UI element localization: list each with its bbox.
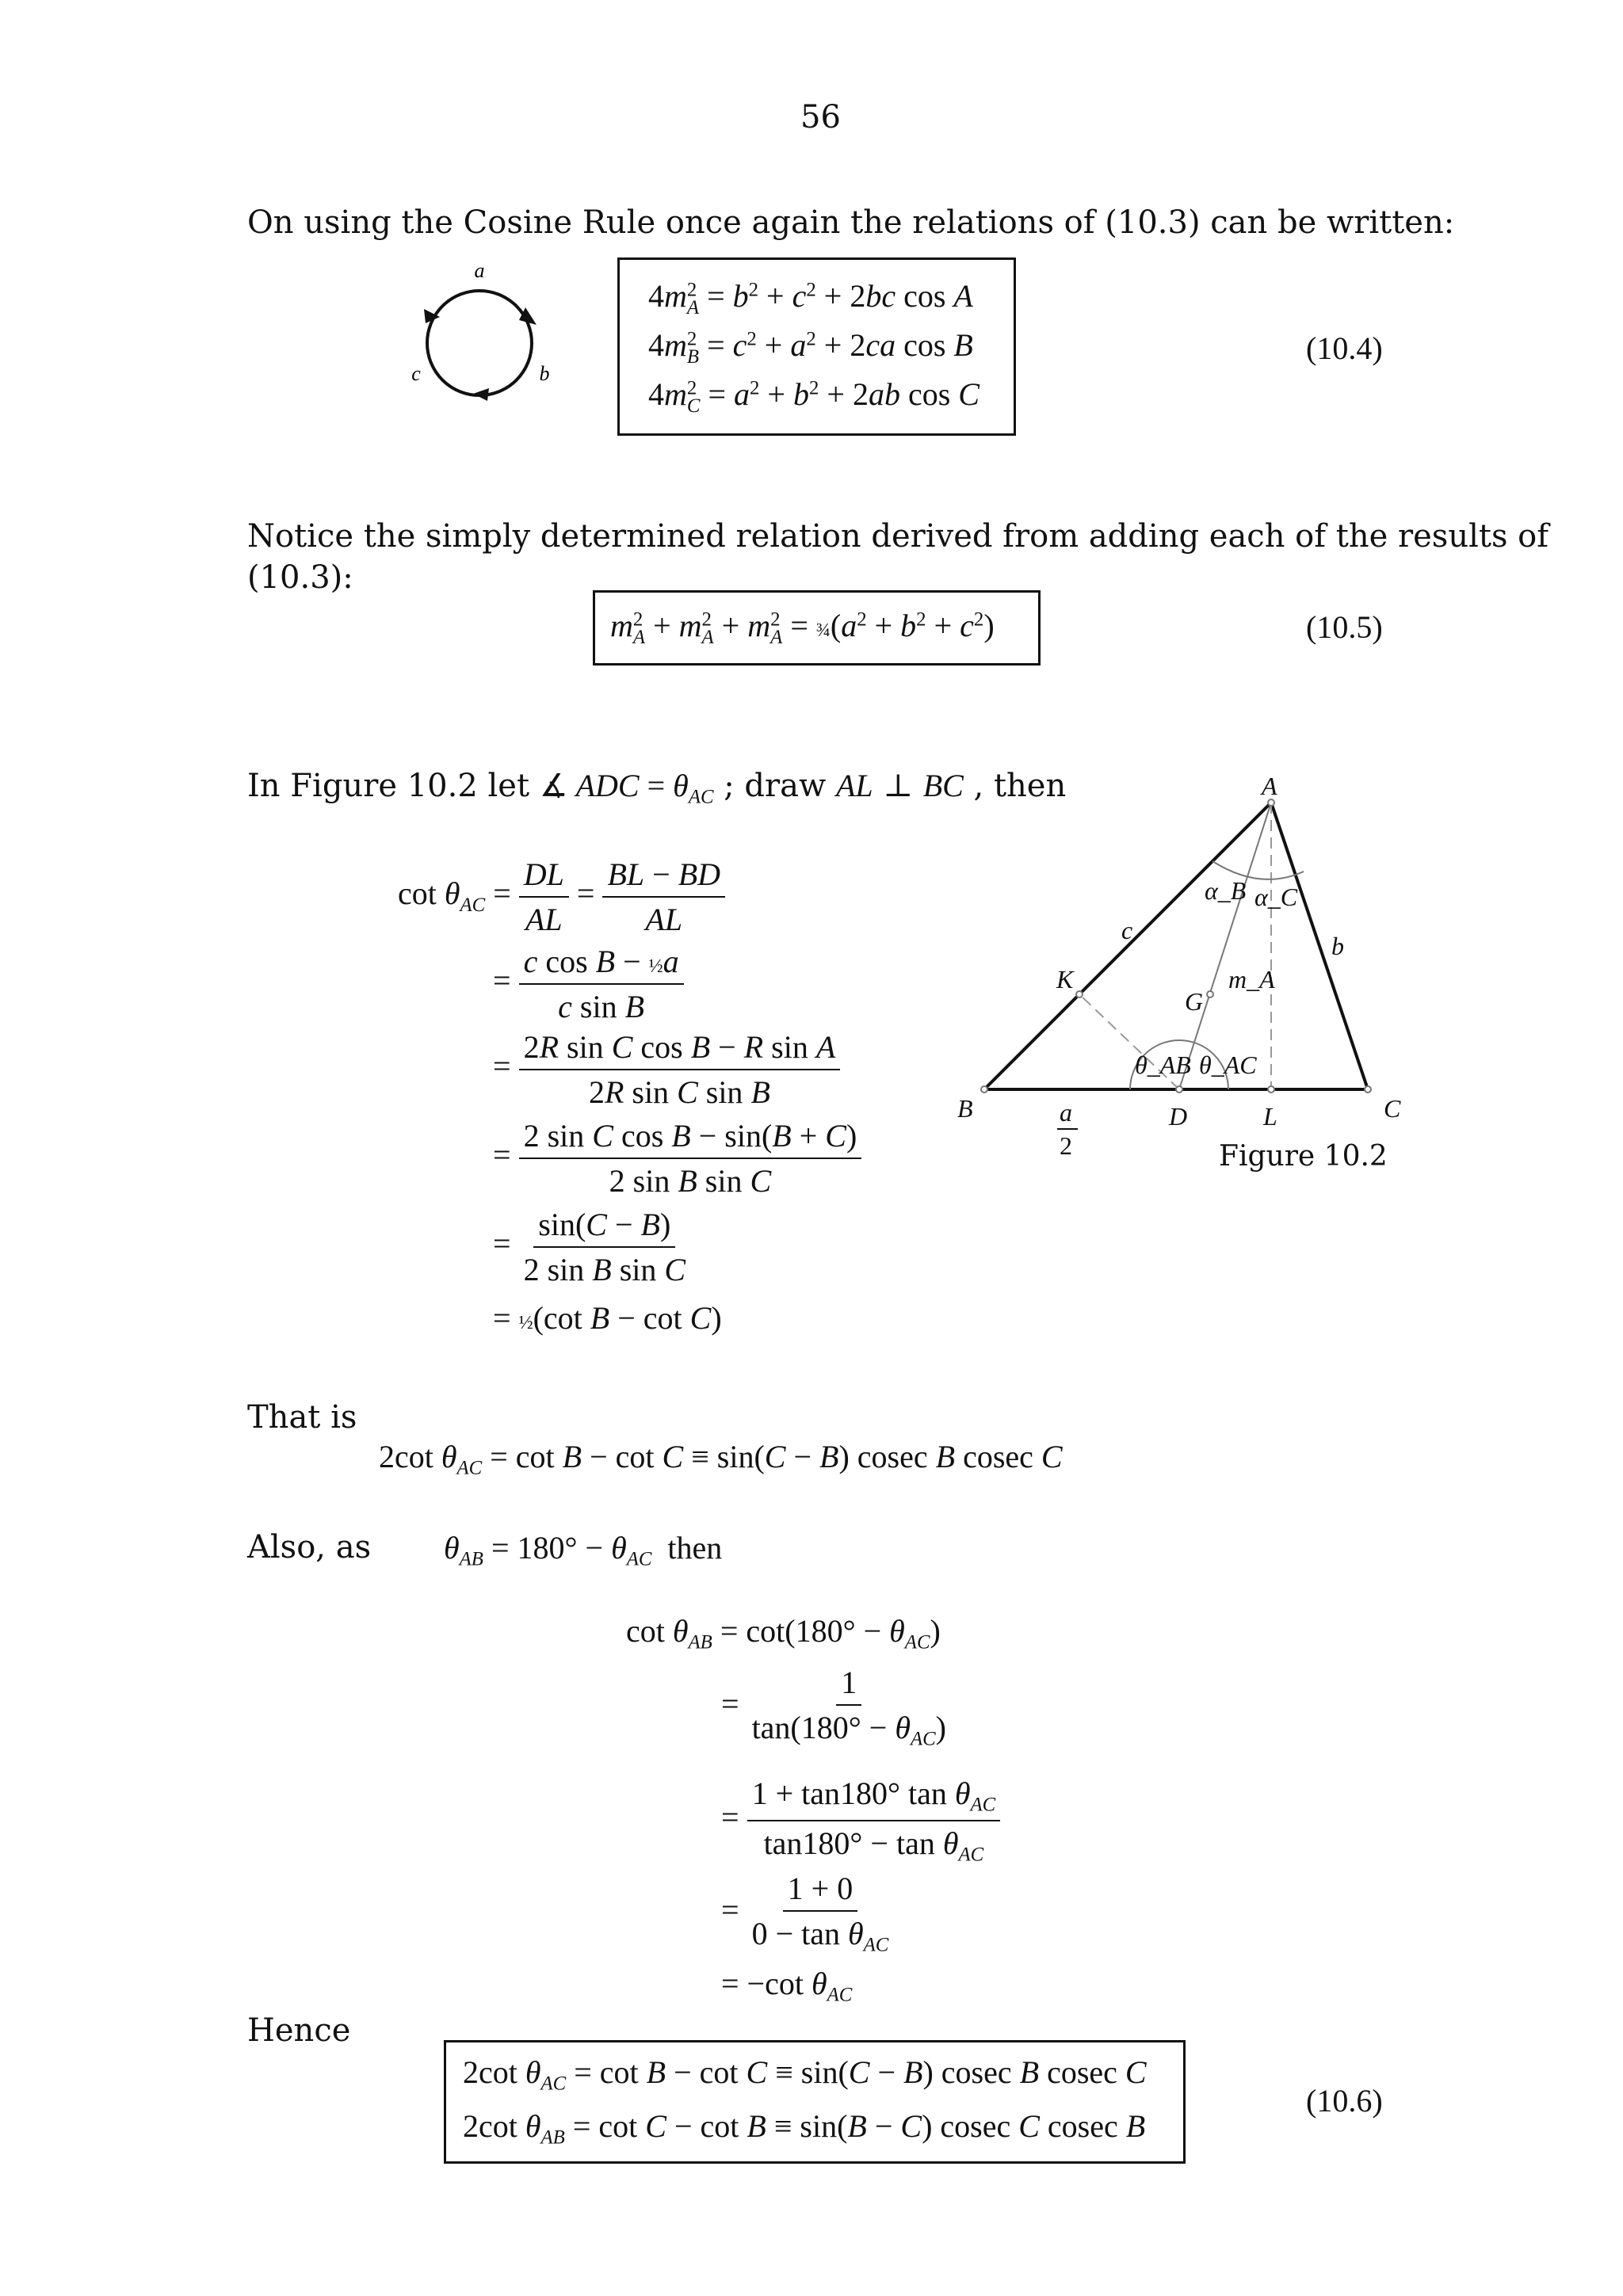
- equation-10-6-line-1: 2cot $\theta_{AC} = \cot B - \cot C \equiv \sin(C - B)$ cosec B cosec C: [463, 2054, 1147, 2095]
- label-alpha-b: α_B: [1205, 876, 1247, 905]
- hence-label: Hence: [247, 2012, 351, 2049]
- label-half-a-den: 2: [1060, 1131, 1072, 1160]
- derivation-2-step-5: = −cot $\theta_{AC}$: [721, 1966, 853, 2006]
- equation-10-6-line-2: 2cot $\theta_{AB} = \cot C - \cot B \equiv \sin(B - C)$ cosec C cosec B: [463, 2108, 1146, 2149]
- label-a: A: [1262, 772, 1277, 800]
- triangle-abc: [984, 803, 1368, 1089]
- derivation-1-step-3: = $\frac{\text{2R sin C cos B − R sin A}}{\text{2R sin C sin B}}$: [493, 1028, 840, 1111]
- derivation-2-step-1: $\cot \theta_{AB} = \cot(180^\circ - \theta_{AC})$: [626, 1613, 941, 1653]
- derivation-1-step-4: = $\frac{\text{2 sin C cos B − sin(B + C)}}{\text{2 sin B sin C}}$: [493, 1117, 861, 1199]
- circle-label-c: c: [411, 362, 421, 385]
- label-l: L: [1263, 1102, 1277, 1131]
- label-g: G: [1185, 987, 1204, 1016]
- figure-10-2: [943, 772, 1419, 1188]
- derivation-1-step-1: $\cot \theta_{AC}$ = $\frac{DL}{AL}$ = $\frac{BL - BD}{AL}$: [398, 856, 725, 938]
- equation-10-4-line-3: $4m^2_C = a^2 + b^2 + 2ab$ cos C: [648, 376, 980, 417]
- that-is-label: That is: [247, 1399, 357, 1436]
- label-side-b: b: [1331, 932, 1344, 960]
- median-ad: [1179, 803, 1271, 1089]
- label-m-a: m_A: [1228, 965, 1275, 994]
- figure-caption: Figure 10.2: [1219, 1140, 1388, 1173]
- label-theta-ac: θ_AC: [1199, 1051, 1257, 1079]
- derivation-1-step-5: = $\frac{\sin(C - B)}{\text{2 sin B sin C}}$: [493, 1207, 686, 1287]
- derivation-1-step-2: = $\frac{\text{c cos B − ½a}}{\text{c sin B}}$: [493, 943, 684, 1025]
- also-as-label: Also, as: [247, 1529, 372, 1566]
- label-theta-ab: θ_AB: [1135, 1051, 1191, 1079]
- label-c-vertex: C: [1384, 1094, 1401, 1123]
- derivation-2-step-2: = $\frac{1}{\tan(180^\circ - \theta_{AC})}$: [721, 1665, 946, 1750]
- label-half-a-num: a: [1060, 1098, 1072, 1127]
- label-d: D: [1169, 1102, 1188, 1131]
- arrow-head-bottom: [473, 388, 489, 401]
- paragraph-notice-line-1: Notice the simply determined relation derived from adding each of the results of: [247, 518, 1549, 555]
- cyclic-diagram: [400, 261, 559, 420]
- circle-label-b: b: [539, 362, 550, 385]
- derivation-2-step-4: = $\frac{1 + 0}{0 - \tan \theta_{AC}}$: [721, 1871, 889, 1956]
- paragraph-figure-intro: In Figure 10.2 let ∡ ADC = $\theta_{AC}$ ; draw AL ⊥ BC , then: [247, 768, 1067, 808]
- derivation-2-step-3: = $\frac{1 + \tan 180^\circ \tan \theta_{AC}}{\tan 180^\circ - \tan \theta_{AC}}$: [721, 1775, 1000, 1866]
- equation-10-4-number: (10.4): [1306, 330, 1383, 366]
- label-side-c: c: [1121, 916, 1133, 944]
- equation-10-6-number: (10.6): [1306, 2083, 1383, 2119]
- equation-10-4-line-2: $4m^2_B = c^2 + a^2 + 2ca$ cos B: [648, 327, 973, 368]
- label-k: K: [1056, 965, 1074, 994]
- equation-10-5-number: (10.5): [1306, 609, 1383, 645]
- also-as-equation: $\theta_{AB} = 180^\circ - \theta_{AC}$ then: [444, 1530, 723, 1570]
- equation-10-5-expression: $m^2_A + m^2_A + m^2_A$ = $\frac{3}{4}(a^2 + b^2 + c^2)$: [610, 608, 995, 648]
- derivation-1-step-6: = ½(cot B − cot C): [493, 1300, 722, 1336]
- that-is-equation: 2cot $\theta_{AC} = \cot B - \cot C \equiv \sin(C - B)$ cosec B cosec C: [379, 1439, 1063, 1479]
- paragraph-notice-line-2: (10.3):: [247, 559, 353, 596]
- label-alpha-c: α_C: [1254, 883, 1298, 911]
- page-number: 56: [800, 99, 841, 135]
- paragraph-cosine-rule: On using the Cosine Rule once again the relations of (10.3) can be written:: [247, 204, 1455, 241]
- equation-10-4-line-1: $4m^2_A = b^2 + c^2 + 2bc$ cos A: [648, 278, 973, 318]
- circle-label-a: a: [474, 261, 485, 282]
- label-b-vertex: B: [957, 1094, 973, 1123]
